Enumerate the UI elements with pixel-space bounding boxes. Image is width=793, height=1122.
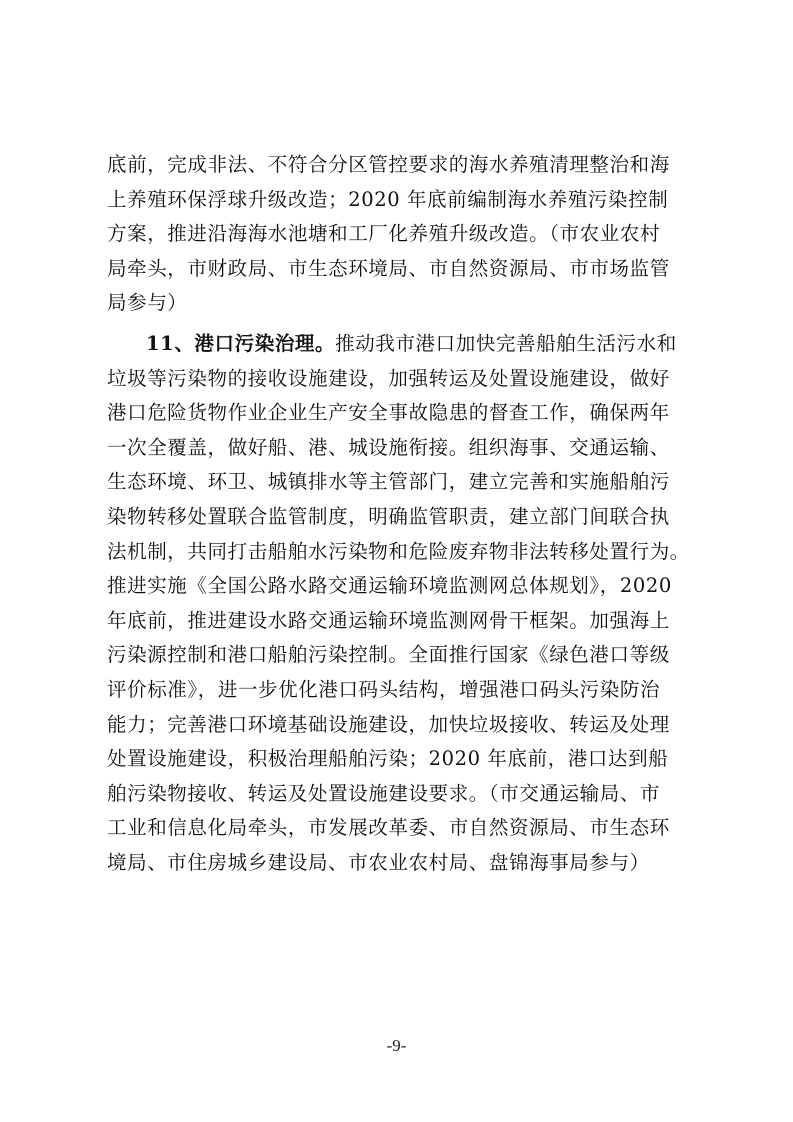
text-line: 境局、市住房城乡建设局、市农业农村局、盘锦海事局参与） (107, 850, 650, 874)
text-line: 能力；完善港口环境基础设施建设，加快垃圾接收、转运及处理 (107, 712, 670, 736)
text-line: 垃圾等污染物的接收设施建设，加强转运及处置设施建设，做好 (107, 366, 670, 390)
paragraph-aquaculture (107, 148, 697, 321)
text-line: 年底前，推进建设水路交通运输环境监测网骨干框架。加强海上 (107, 608, 670, 632)
text-line: 工业和信息化局牵头，市发展改革委、市自然资源局、市生态环 (107, 816, 670, 840)
text-line: 上养殖环保浮球升级改造；2020 年底前编制海水养殖污染控制 (107, 187, 669, 211)
text-line: 局牵头，市财政局、市生态环境局、市自然资源局、市市场监管 (107, 256, 670, 280)
page-number: -9- (386, 1036, 407, 1055)
text-line: 推进实施《全国公路水路交通运输环境监测网总体规划》，2020 (107, 574, 672, 598)
text-line: 方案，推进沿海海水池塘和工厂化养殖升级改造。（市农业农村 (107, 222, 661, 246)
text-line: 底前，完成非法、不符合分区管控要求的海水养殖清理整治和海 (107, 153, 670, 176)
text-line: 评价标准》，进一步优化港口码头结构，增强港口码头污染防治 (107, 677, 661, 701)
text-line: 舶污染物接收、转运及处置设施建设要求。（市交通运输局、市 (107, 781, 661, 805)
text-line: 生态环境、环卫、城镇排水等主管部门，建立完善和实施船舶污 (107, 470, 670, 494)
text-line: 污染源控制和港口船舶污染控制。全面推行国家《绿色港口等级 (107, 643, 670, 667)
text-line: 染物转移处置联合监管制度，明确监管职责，建立部门间联合执 (107, 504, 670, 528)
text-line: 法机制，共同打击船舶水污染物和危险废弃物非法转移处置行为。 (107, 539, 690, 563)
text-line: 推动我市港口加快完善船舶生活污水和 (335, 331, 677, 355)
text-line: 处置设施建设，积极治理船舶污染；2020 年底前，港口达到船 (107, 747, 669, 771)
section-11-paragraph (107, 327, 697, 881)
text-line: 一次全覆盖，做好船、港、城设施衔接。组织海事、交通运输、 (107, 435, 670, 459)
section-11-heading: 11、港口污染治理。 (146, 331, 336, 355)
text-line: 港口危险货物作业企业生产安全事故隐患的督查工作，确保两年 (107, 401, 670, 425)
section-11-first-line (107, 327, 697, 362)
text-line: 局参与） (107, 291, 188, 315)
document-body (107, 148, 697, 880)
